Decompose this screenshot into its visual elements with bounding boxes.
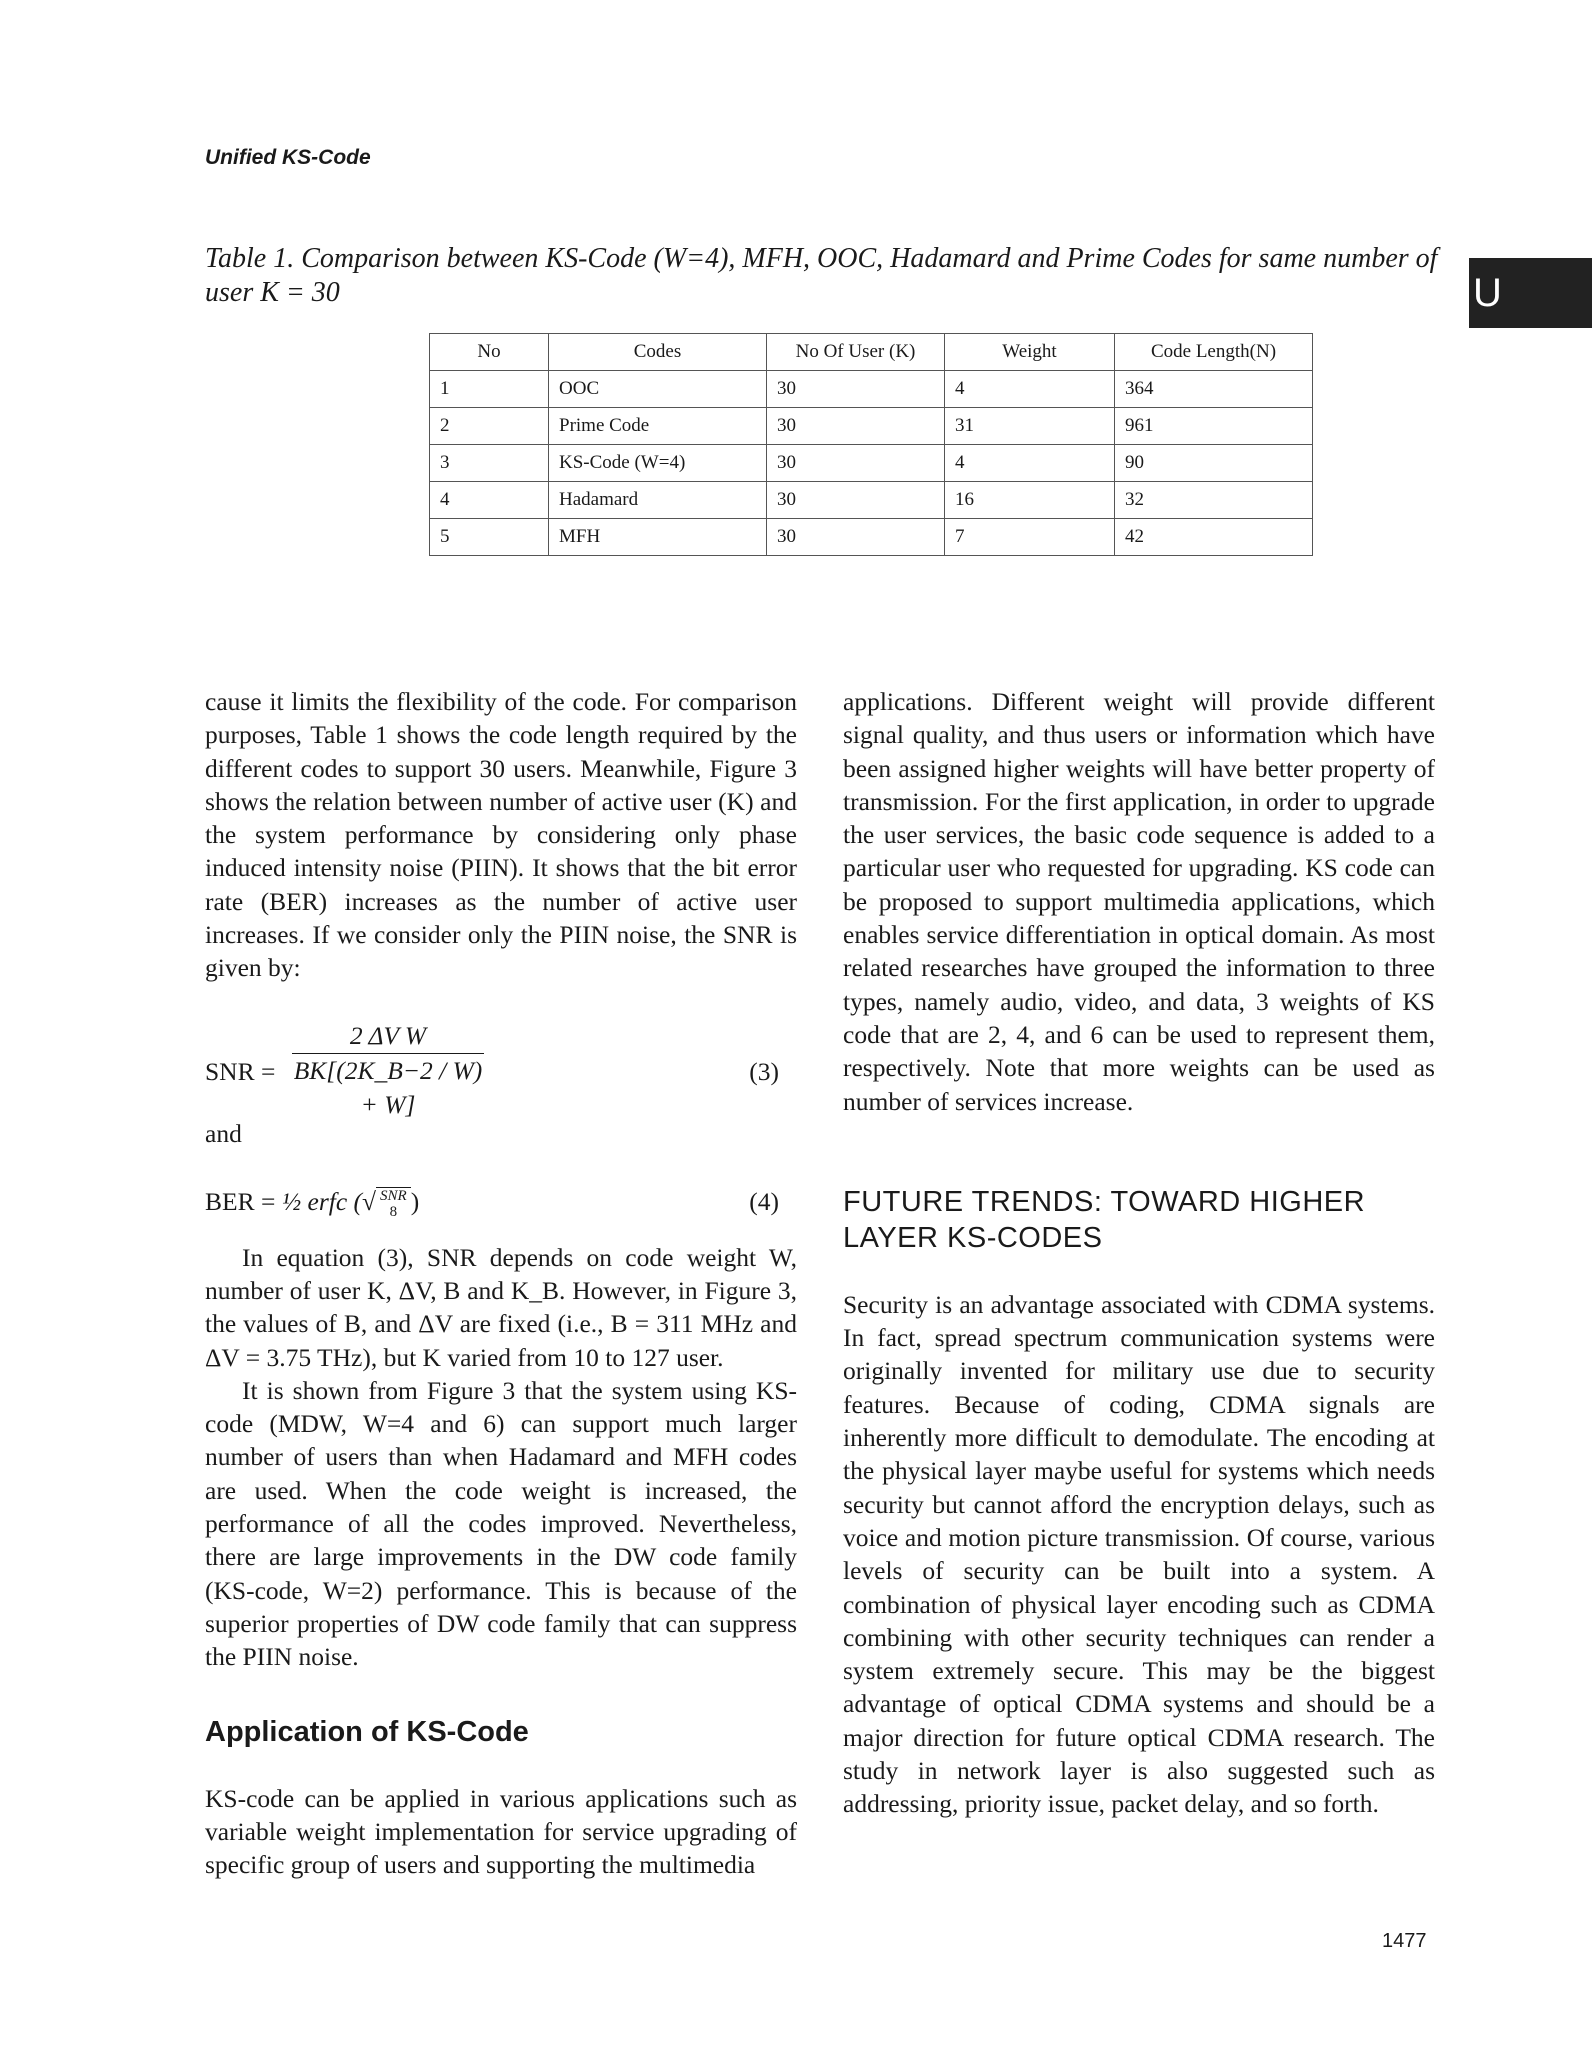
table-cell: 5 [430,519,549,556]
table-row [430,371,1313,408]
equation-3 [205,1007,797,1117]
table-cell: 961 [1115,408,1313,445]
sqrt-numerator: SNR [380,1188,407,1205]
sqrt-denominator: 8 [389,1204,398,1221]
table-cell: 4 [430,482,549,519]
table-cell: 90 [1115,445,1313,482]
comparison-table [429,333,1313,556]
equation-number: (4) [749,1186,779,1216]
table-row [430,482,1313,519]
table-cell: 30 [767,371,945,408]
table-cell: KS-Code (W=4) [549,445,767,482]
table-cell: 3 [430,445,549,482]
table-cell: 32 [1115,482,1313,519]
table-cell: 42 [1115,519,1313,556]
table-cell: 4 [945,371,1115,408]
table-cell: 4 [945,445,1115,482]
header-code-length: Code Length(N) [1115,334,1313,371]
table-cell: 16 [945,482,1115,519]
erfc-expression: ½ erfc (√ [282,1186,377,1216]
table-cell: 30 [767,482,945,519]
equation-denominator: BK[(2K_B−2 / W) + W] [293,1055,483,1119]
table-cell: 31 [945,408,1115,445]
body-paragraph: KS-code can be applied in various applications such as variable weight implementation for service upgrading of specific group of users and supporting the multimedia [205,1783,797,1880]
header-codes: Codes [549,334,767,371]
running-head: Unified KS-Code [205,146,371,169]
equation-fraction [292,1021,484,1122]
connector-text: and [205,1118,242,1148]
section-thumb-tab: U [1469,258,1592,328]
equation-4 [205,1173,797,1231]
table-cell: 30 [767,445,945,482]
table-cell: Hadamard [549,482,767,519]
table-cell: 2 [430,408,549,445]
section-heading: Application of KS-Code [205,1715,529,1748]
header-users: No Of User (K) [767,334,945,371]
equation-numerator: 2 ΔV W [292,1021,484,1054]
table-cell: 30 [767,519,945,556]
table-cell: MFH [549,519,767,556]
left-column [205,685,797,1881]
table-cell: 364 [1115,371,1313,408]
body-paragraph: cause it limits the flexibility of the code. For comparison purposes, Table 1 shows the code length required by the different codes to support 30 users. Meanwhile, Figure 3 shows the relation between number of active user (K) and the system performance by considering only phase induced intensity noise (PIIN). It shows that the bit error rate (BER) increases as the number of active user increases. If we consider only the PIIN noise, the SNR is given by: [205,687,797,983]
body-paragraph: applications. Different weight will provide different signal quality, and thus users or information which have been assigned higher weights will have better property of transmission. For the first application, in order to upgrade the user services, the basic code sequence is added to a particular user who requested for upgrading. KS code can be proposed to support multimedia applications, which enables service differentiation in optical domain. As most related researches have grouped the information to three types, namely audio, video, and data, 3 weights of KS code that are 2, 4, and 6 can be used to represent them, respectively. Note that more weights can be used as number of services increase. [843,687,1435,1116]
page-number: 1477 [1382,1930,1427,1952]
sqrt-argument [376,1187,411,1220]
equation-rhs [282,1185,419,1221]
header-weight: Weight [945,334,1115,371]
table-cell: 1 [430,371,549,408]
equation-lhs: BER = [205,1186,276,1216]
body-paragraph: Security is an advantage associated with CDMA systems. In fact, spread spectrum communication systems were originally invented for military use due to security features. Because of coding, CDMA signals are inherently more difficult to demodulate. The encoding at the physical layer maybe useful for systems which needs security but cannot afford the encryption delays, such as voice and motion picture transmission. Of course, various levels of security can be built into a system. A combination of physical layer encoding such as CDMA combining with other security techniques can render a system extremely secure. This may be the biggest advantage of optical CDMA systems and should be a major direction for future optical CDMA research. The study in network layer is also suggested such as addressing, priority issue, packet delay, and so forth. [843,1289,1435,1819]
section-heading: FUTURE TRENDS: TOWARD HIGHER LAYER KS-CODES [843,1185,1366,1254]
table-caption: Table 1. Comparison between KS-Code (W=4), MFH, OOC, Hadamard and Prime Codes for same number of user K = 30 [205,243,1438,308]
body-paragraph: In equation (3), SNR depends on code weight W, number of user K, ΔV, B and K_B. However, in Figure 3, the values of B, and ΔV are fixed (i.e., B = 311 MHz and ΔV = 3.75 THz), but K varied from 10 to 127 user. [205,1242,797,1372]
header-no: No [430,334,549,371]
table-row [430,408,1313,445]
table-cell: 7 [945,519,1115,556]
right-column [843,685,1435,1821]
table-header-row [430,334,1313,371]
table-row [430,519,1313,556]
equation-number: (3) [749,1056,779,1086]
closing-paren: ) [410,1186,420,1216]
equation-lhs: SNR = [205,1056,276,1086]
table-cell: 30 [767,408,945,445]
table-row [430,445,1313,482]
body-paragraph: It is shown from Figure 3 that the system using KS-code (MDW, W=4 and 6) can support much larger number of users than when Hadamard and MFH codes are used. When the code weight is increased, the performance of all the codes improved. Nevertheless, there are large improvements in the DW code family (KS-code, W=2) performance. This is because of the superior properties of DW code family that can suppress the PIIN noise. [205,1375,797,1672]
table-cell: Prime Code [549,408,767,445]
table-cell: OOC [549,371,767,408]
